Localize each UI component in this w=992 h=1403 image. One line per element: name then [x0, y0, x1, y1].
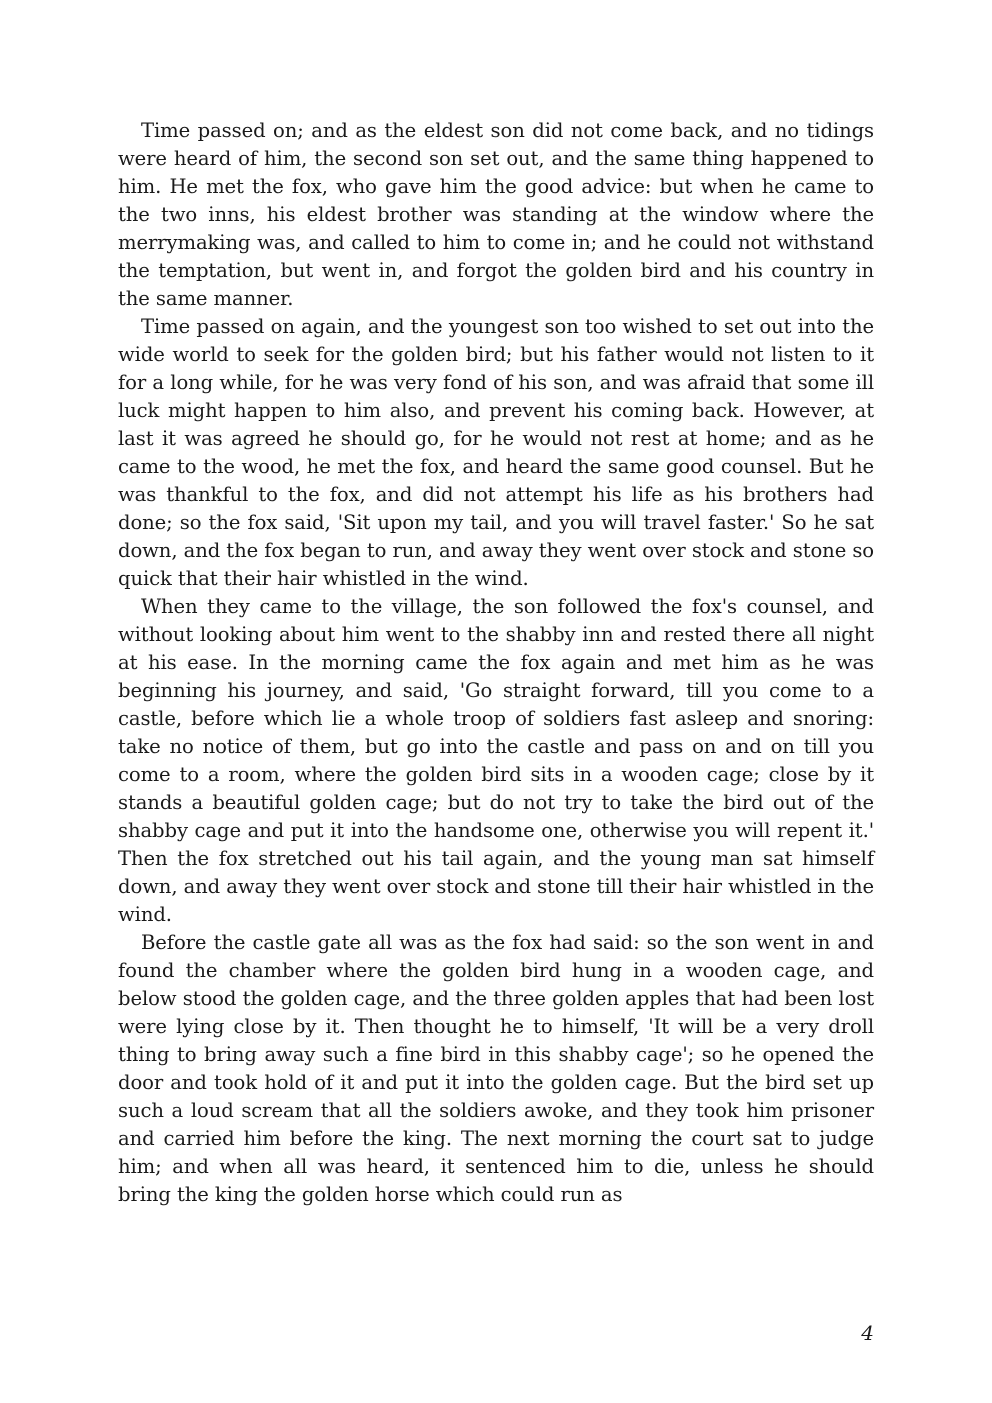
- page-number: 4: [861, 1321, 874, 1345]
- paragraph-3: When they came to the village, the son followed the fox's counsel, and without looking about him went to the shabby inn and rested there all night at his ease. In the morning came the fox again and met him as he was beginning his journey, and said, 'Go straight forward, till you come to a castle, before which lie a whole troop of soldiers fast asleep and snoring: take no notice of them, but go into the castle and pass on and on till you come to a room, where the golden bird sits in a wooden cage; close by it stands a beautiful golden cage; but do not try to take the bird out of the shabby cage and put it into the handsome one, otherwise you will repent it.' Then the fox stretched out his tail again, and the young man sat himself down, and away they went over stock and stone till their hair whistled in the wind.: [118, 595, 874, 926]
- paragraph-1: Time passed on; and as the eldest son did not come back, and no tidings were heard of him, the second son set out, and the same thing happened to him. He met the fox, who gave him the good advice: but when he came to the two inns, his eldest brother was standing at the window where the merrymaking was, and called to him to come in; and he could not withstand the temptation, but went in, and forgot the golden bird and his country in the same manner.: [118, 119, 874, 310]
- paragraph-2: Time passed on again, and the youngest son too wished to set out into the wide world to seek for the golden bird; but his father would not listen to it for a long while, for he was very fond of his son, and was afraid that some ill luck might happen to him also, and prevent his coming back. However, at last it was agreed he should go, for he would not rest at home; and as he came to the wood, he met the fox, and heard the same good counsel. But he was thankful to the fox, and did not attempt his life as his brothers had done; so the fox said, 'Sit upon my tail, and you will travel faster.' So he sat down, and the fox began to run, and away they went over stock and stone so quick that their hair whistled in the wind.: [118, 315, 874, 590]
- paragraph-4: Before the castle gate all was as the fox had said: so the son went in and found the chamber where the golden bird hung in a wooden cage, and below stood the golden cage, and the three golden apples that had been lost were lying close by it. Then thought he to himself, 'It will be a very droll thing to bring away such a fine bird in this shabby cage'; so he opened the door and took hold of it and put it into the golden cage. But the bird set up such a loud scream that all the soldiers awoke, and they took him prisoner and carried him before the king. The next morning the court sat to judge him; and when all was heard, it sentenced him to die, unless he should bring the king the golden horse which could run as: [118, 931, 874, 1206]
- page-body: [118, 117, 874, 1209]
